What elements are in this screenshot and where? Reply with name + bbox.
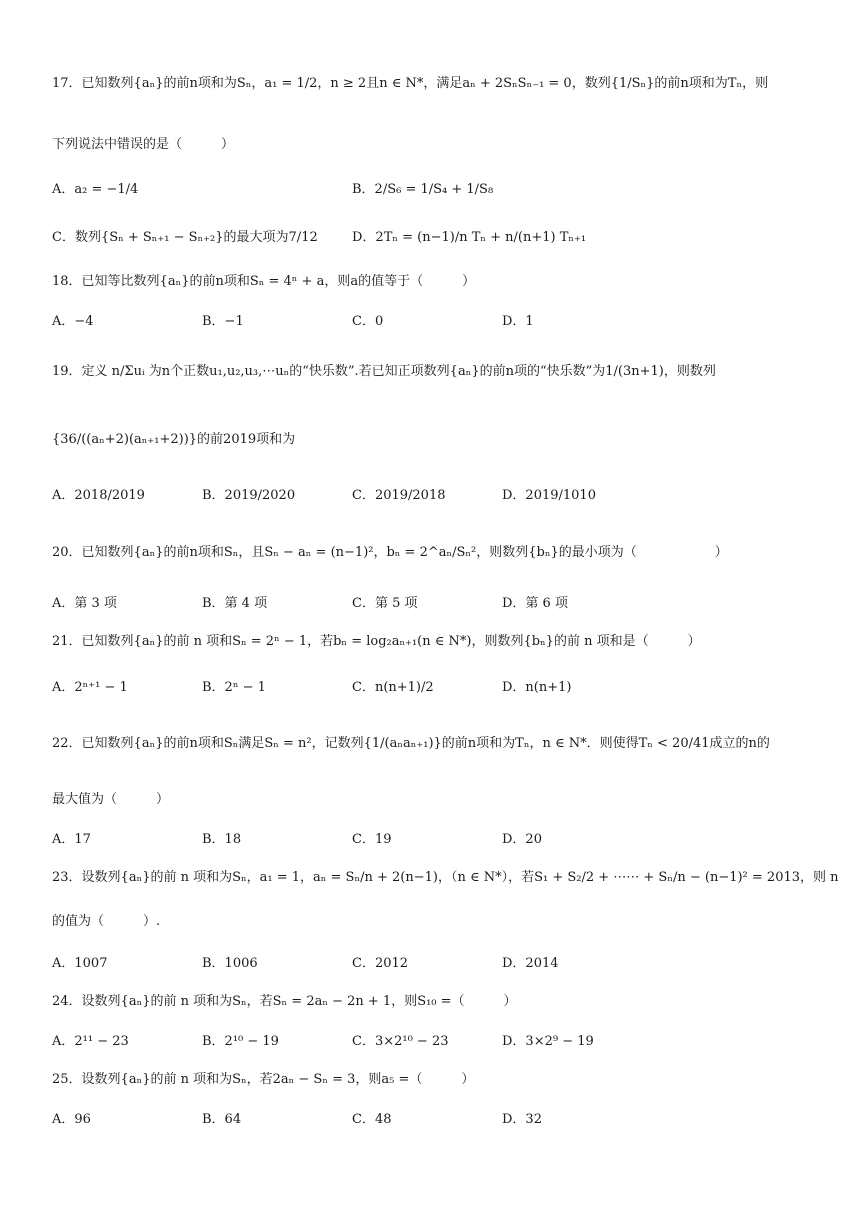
question-19 <box>52 360 820 379</box>
option-a: A．2ⁿ⁺¹ − 1 <box>52 680 128 695</box>
option-a: A．第 3 项 <box>52 596 117 611</box>
question-19-continuation: {36/((aₙ+2)(aₙ₊₁+2))}的前2019项和为 <box>52 432 296 447</box>
question-23-continuation: 的值为（ ）. <box>52 914 161 929</box>
option-b: B．2ⁿ − 1 <box>202 680 266 695</box>
option-d: D．2014 <box>502 956 559 971</box>
question-text: 已知等比数列{aₙ}的前n项和Sₙ = 4ⁿ + a，则a的值等于（ ） <box>81 274 476 289</box>
question-21 <box>52 630 820 649</box>
option-a: A．17 <box>52 832 91 847</box>
option-c: C．2019/2018 <box>352 488 446 503</box>
option-d: D．1 <box>502 314 534 329</box>
option-c: C．数列{Sₙ + Sₙ₊₁ − Sₙ₊₂}的最大项为7/12 <box>52 230 318 245</box>
option-c: C．48 <box>352 1112 392 1127</box>
option-c: C．2012 <box>352 956 409 971</box>
question-text: 设数列{aₙ}的前 n 项和为Sₙ，若2aₙ − Sₙ = 3，则a₅ =（ ） <box>81 1072 475 1087</box>
question-number: 23． <box>52 870 82 885</box>
option-b: B．1006 <box>202 956 258 971</box>
option-b: B．第 4 项 <box>202 596 268 611</box>
option-b: B．64 <box>202 1112 242 1127</box>
question-17 <box>52 72 820 91</box>
question-22-continuation: 最大值为（ ） <box>52 792 170 807</box>
option-b: B．2¹⁰ − 19 <box>202 1034 279 1049</box>
question-20 <box>52 541 820 560</box>
option-b: B．2019/2020 <box>202 488 296 503</box>
option-c: C．第 5 项 <box>352 596 418 611</box>
question-number: 18． <box>52 274 82 289</box>
question-number: 24． <box>52 994 82 1009</box>
option-d: D．2Tₙ = (n−1)/n Tₙ + n/(n+1) Tₙ₊₁ <box>352 230 587 245</box>
option-b: B．−1 <box>202 314 244 329</box>
option-a: A．96 <box>52 1112 91 1127</box>
option-c: C．n(n+1)/2 <box>352 680 434 695</box>
question-text: 已知数列{aₙ}的前 n 项和Sₙ = 2ⁿ − 1，若bₙ = log₂aₙ₊₁(n ∈ N*)，则数列{bₙ}的前 n 项和是（ ） <box>81 634 701 649</box>
option-a: A．a₂ = −1/4 <box>52 182 139 197</box>
question-text: 设数列{aₙ}的前 n 项和为Sₙ，若Sₙ = 2aₙ − 2n + 1，则S₁₀ =（ ） <box>81 994 517 1009</box>
option-a: A．2018/2019 <box>52 488 145 503</box>
option-d: D．第 6 项 <box>502 596 568 611</box>
question-text: 已知数列{aₙ}的前n项和为Sₙ，a₁ = 1/2，n ≥ 2且n ∈ N*，满足aₙ + 2SₙSₙ₋₁ = 0，数列{1/Sₙ}的前n项和为Tₙ，则 <box>81 76 769 91</box>
option-a: A．1007 <box>52 956 108 971</box>
option-c: C．0 <box>352 314 384 329</box>
question-text: 定义 n/Σuᵢ 为n个正数u₁,u₂,u₃,⋯uₙ的“快乐数”.若已知正项数列{aₙ}的前n项的“快乐数”为1/(3n+1)，则数列 <box>81 364 716 379</box>
option-d: D．n(n+1) <box>502 680 572 695</box>
question-number: 17． <box>52 76 82 91</box>
question-17-continuation: 下列说法中错误的是（ ） <box>52 137 235 152</box>
question-22 <box>52 732 820 751</box>
question-25 <box>52 1068 820 1087</box>
option-d: D．32 <box>502 1112 542 1127</box>
question-23 <box>52 866 839 885</box>
option-c: C．19 <box>352 832 392 847</box>
question-18 <box>52 270 820 289</box>
option-d: D．3×2⁹ − 19 <box>502 1034 594 1049</box>
question-number: 25． <box>52 1072 82 1087</box>
question-number: 22． <box>52 736 82 751</box>
option-c: C．3×2¹⁰ − 23 <box>352 1034 449 1049</box>
question-text: 设数列{aₙ}的前 n 项和为Sₙ，a₁ = 1，aₙ = Sₙ/n + 2(n−1)，（n ∈ N*），若S₁ + S₂/2 + ⋯⋯ + Sₙ/n − (n−1)² = 2013，则 n <box>81 870 839 885</box>
option-a: A．−4 <box>52 314 94 329</box>
option-b: B．2/S₆ = 1/S₄ + 1/S₈ <box>352 182 494 197</box>
question-number: 19． <box>52 364 82 379</box>
option-b: B．18 <box>202 832 242 847</box>
question-number: 20． <box>52 545 82 560</box>
option-d: D．20 <box>502 832 542 847</box>
question-number: 21． <box>52 634 82 649</box>
option-d: D．2019/1010 <box>502 488 596 503</box>
question-text: 已知数列{aₙ}的前n项和Sₙ，且Sₙ − aₙ = (n−1)²，bₙ = 2^aₙ/Sₙ²，则数列{bₙ}的最小项为（ ） <box>81 545 728 560</box>
question-text: 已知数列{aₙ}的前n项和Sₙ满足Sₙ = n²，记数列{1/(aₙaₙ₊₁)}的前n项和为Tₙ，n ∈ N*．则使得Tₙ < 20/41成立的n的 <box>81 736 770 751</box>
option-a: A．2¹¹ − 23 <box>52 1034 129 1049</box>
question-24 <box>52 990 820 1009</box>
